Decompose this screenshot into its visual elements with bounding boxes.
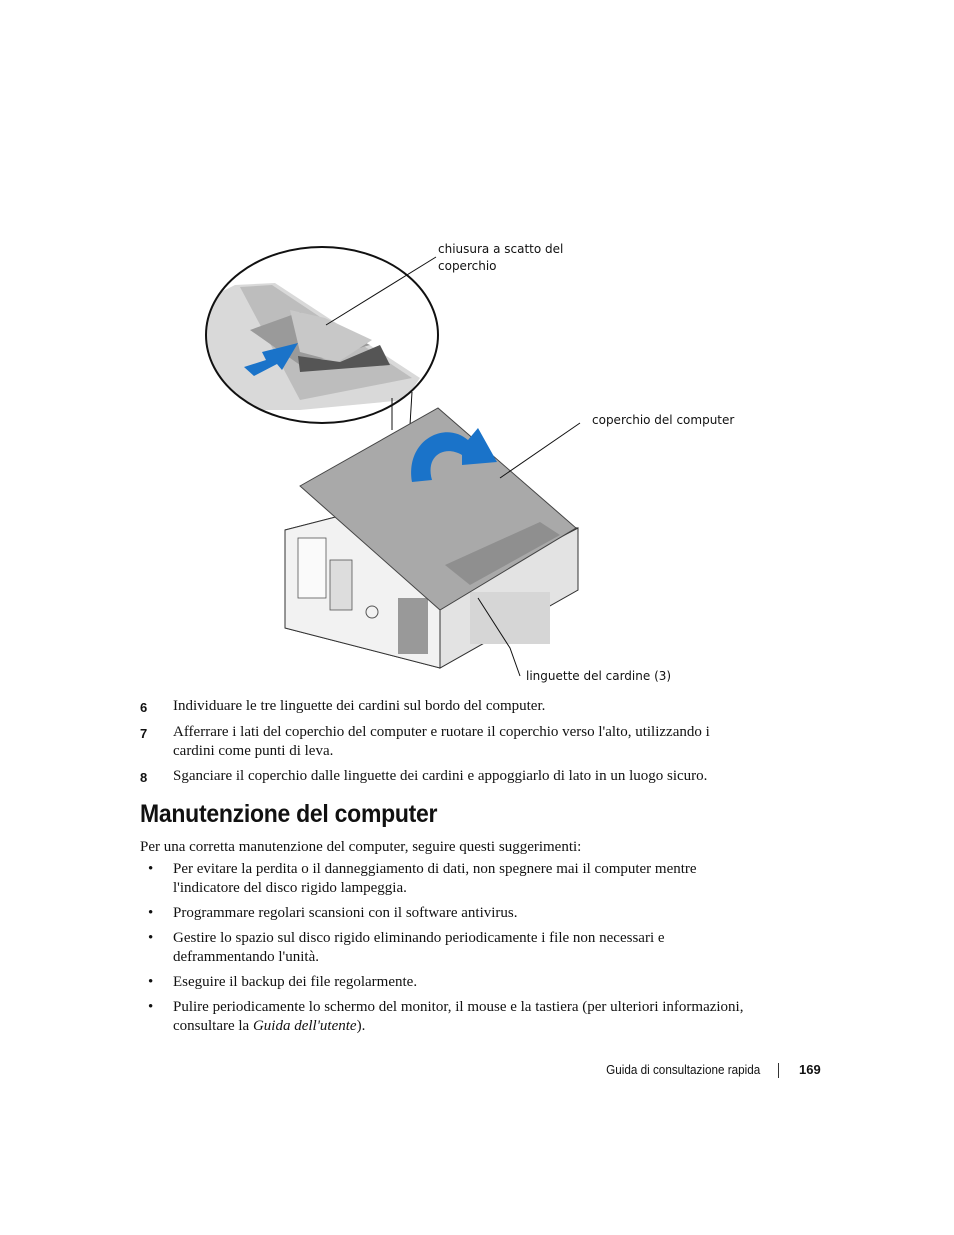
list-item	[140, 998, 760, 1036]
text-before-italic: Pulire periodicamente lo schermo del monitor, il mouse e la tastiera (per ulteriori informazioni, consultare la	[173, 999, 744, 1034]
cover-callout: coperchio del computer	[592, 413, 735, 427]
footer-divider	[778, 1063, 779, 1078]
step-item	[140, 723, 750, 761]
list-item-text: Per evitare la perdita o il danneggiamento di dati, non spegnere mai il computer mentre l'indicatore del disco rigido lampeggia.	[173, 861, 697, 896]
hinge-tabs-callout: linguette del cardine (3)	[526, 669, 672, 683]
step-number: 8	[140, 770, 148, 785]
step-text: Afferrare i lati del coperchio del computer e ruotare il coperchio verso l'alto, utilizzando i cardini come punti di leva.	[173, 724, 710, 759]
page-number: 169	[799, 1062, 821, 1077]
text-after-italic: ).	[356, 1018, 366, 1034]
list-item	[140, 860, 760, 898]
step-text: Sganciare il coperchio dalle linguette dei cardini e appoggiarlo di lato in un luogo sicuro.	[173, 768, 708, 784]
latch-callout: chiusura a scatto del coperchio	[438, 242, 564, 273]
user-guide-title: Guida dell'utente	[252, 1018, 357, 1034]
bullet-glyph: •	[148, 930, 154, 946]
list-item-text	[173, 998, 760, 1036]
bullet-glyph: •	[148, 999, 154, 1015]
step-item	[140, 767, 750, 787]
list-item	[140, 904, 760, 923]
footer-title: Guida di consultazione rapida	[605, 1062, 760, 1077]
list-item	[140, 929, 760, 967]
bullet-glyph: •	[148, 861, 154, 877]
list-item	[140, 973, 760, 992]
step-number: 6	[140, 700, 148, 715]
section-heading: Manutenzione del computer	[140, 800, 438, 828]
list-item-text: Gestire lo spazio sul disco rigido eliminando periodicamente i file non necessari e deframmentando l'unità.	[173, 930, 665, 965]
list-item-text: Programmare regolari scansioni con il software antivirus.	[173, 905, 518, 921]
step-item	[140, 697, 750, 717]
maintenance-tips-list	[140, 860, 760, 1042]
latch-detail-circle	[205, 247, 438, 423]
section-intro: Per una corretta manutenzione del computer, seguire questi suggerimenti:	[140, 839, 582, 855]
step-number: 7	[140, 726, 148, 741]
bullet-glyph: •	[148, 974, 154, 990]
list-item-text: Eseguire il backup dei file regolarmente.	[173, 974, 418, 990]
bullet-glyph: •	[148, 905, 154, 921]
step-text: Individuare le tre linguette dei cardini sul bordo del computer.	[173, 698, 546, 714]
step-list	[140, 697, 750, 793]
